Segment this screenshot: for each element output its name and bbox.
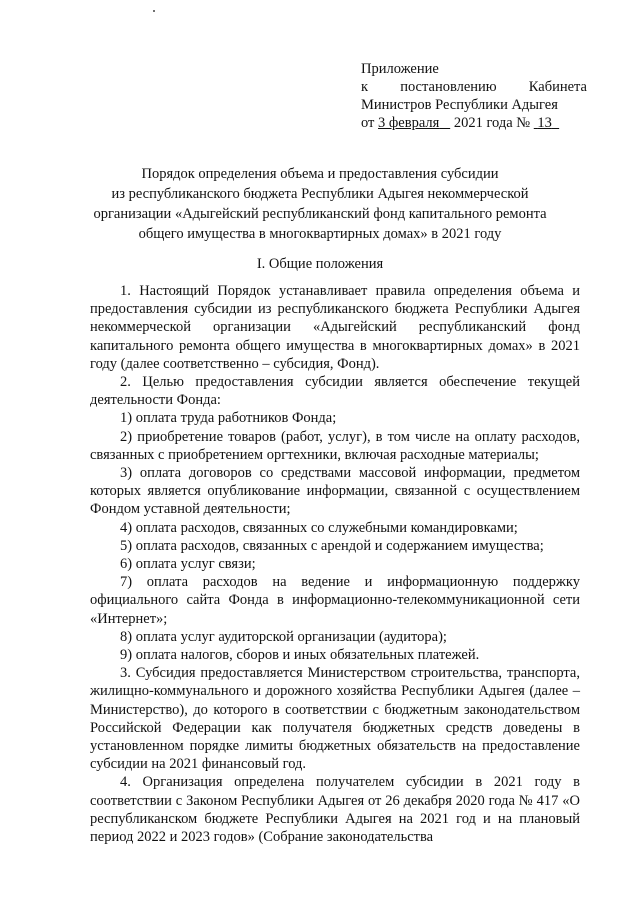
paragraph: 4. Организация определена получателем субсидии в 2021 году в соответствии с Законом Республики Адыгея от 26 декабря 2020 года № 417 «О республиканском бюджете Республики Адыгея на 2021 год и на плановый период 2022 и 2023 годов» (Собрание законодательства bbox=[90, 774, 580, 846]
paragraph: 6) оплата услуг связи; bbox=[120, 556, 256, 573]
paragraph: 3. Субсидия предоставляется Министерством строительства, транспорта, жилищно-коммунального и дорожного хозяйства Республики Адыгея (далее – Министерство), до которого в соответствии с бюджетным законодательством Российской Федерации как получателя бюджетных средств доведены в установленном порядке лимиты бюджетных обязательств на предоставление субсидии на 2021 финансовый год. bbox=[90, 665, 580, 773]
title-line: общего имущества в многоквартирных домах» в 2021 году bbox=[138, 226, 502, 242]
date-suffix: 2021 года № bbox=[453, 115, 531, 131]
date-prefix: от bbox=[361, 115, 375, 131]
paragraph: 2. Целью предоставления субсидии является обеспечение текущей деятельности Фонда: bbox=[90, 374, 580, 409]
paragraph: 2) приобретение товаров (работ, услуг), в том числе на оплату расходов, связанных с приобретением оргтехники, включая расходные материалы; bbox=[90, 428, 580, 463]
paragraph: 1) оплата труда работников Фонда; bbox=[120, 410, 337, 427]
paragraph: 1. Настоящий Порядок устанавливает правила определения объема и предоставления субсидии из республиканского бюджета Республики Адыгея некоммерческой организации «Адыгейский республиканский фонд капитального ремонта общего имущества в многоквартирных домах» в 2021 году (далее соответственно – субсидия, Фонд). bbox=[90, 283, 580, 372]
paragraph: 7) оплата расходов на ведение и информационную поддержку официального сайта Фонда в информационно-телекоммуникационной сети «Интернет»; bbox=[90, 574, 580, 627]
title-line: организации «Адыгейский республиканский фонд капитального ремонта bbox=[93, 206, 547, 222]
appendix-resolution-word: к bbox=[361, 79, 369, 95]
title-line: Порядок определения объема и предоставления субсидии bbox=[141, 166, 499, 182]
appendix-resolution-line bbox=[361, 78, 587, 96]
title-line: из республиканского бюджета Республики Адыгея некоммерческой bbox=[111, 186, 529, 202]
appendix-label: Приложение bbox=[361, 61, 439, 77]
section-heading: I. Общие положения bbox=[256, 256, 384, 272]
paragraph: 9) оплата налогов, сборов и иных обязательных платежей. bbox=[120, 647, 480, 664]
date-value: 3 февраля bbox=[378, 115, 440, 131]
resolution-number: 13 bbox=[537, 115, 552, 131]
paragraph: 5) оплата расходов, связанных с арендой и содержанием имущества; bbox=[120, 537, 544, 554]
paragraph: 3) оплата договоров со средствами массовой информации, предметом которых является опубликование информации, связанной с осуществлением Фондом уставной деятельности; bbox=[90, 465, 580, 518]
scan-speck bbox=[153, 10, 155, 12]
appendix-resolution-word: постановлению bbox=[400, 79, 497, 95]
appendix-resolution-word: Кабинета bbox=[528, 79, 587, 95]
paragraph: 4) оплата расходов, связанных со служебными командировками; bbox=[120, 519, 518, 536]
document-body bbox=[90, 282, 580, 846]
appendix-date-line bbox=[361, 114, 587, 132]
appendix-cabinet-line: Министров Республики Адыгея bbox=[361, 97, 558, 113]
document-title bbox=[90, 164, 550, 244]
paragraph: 8) оплата услуг аудиторской организации (аудитора); bbox=[120, 628, 447, 645]
appendix-block bbox=[361, 60, 587, 132]
